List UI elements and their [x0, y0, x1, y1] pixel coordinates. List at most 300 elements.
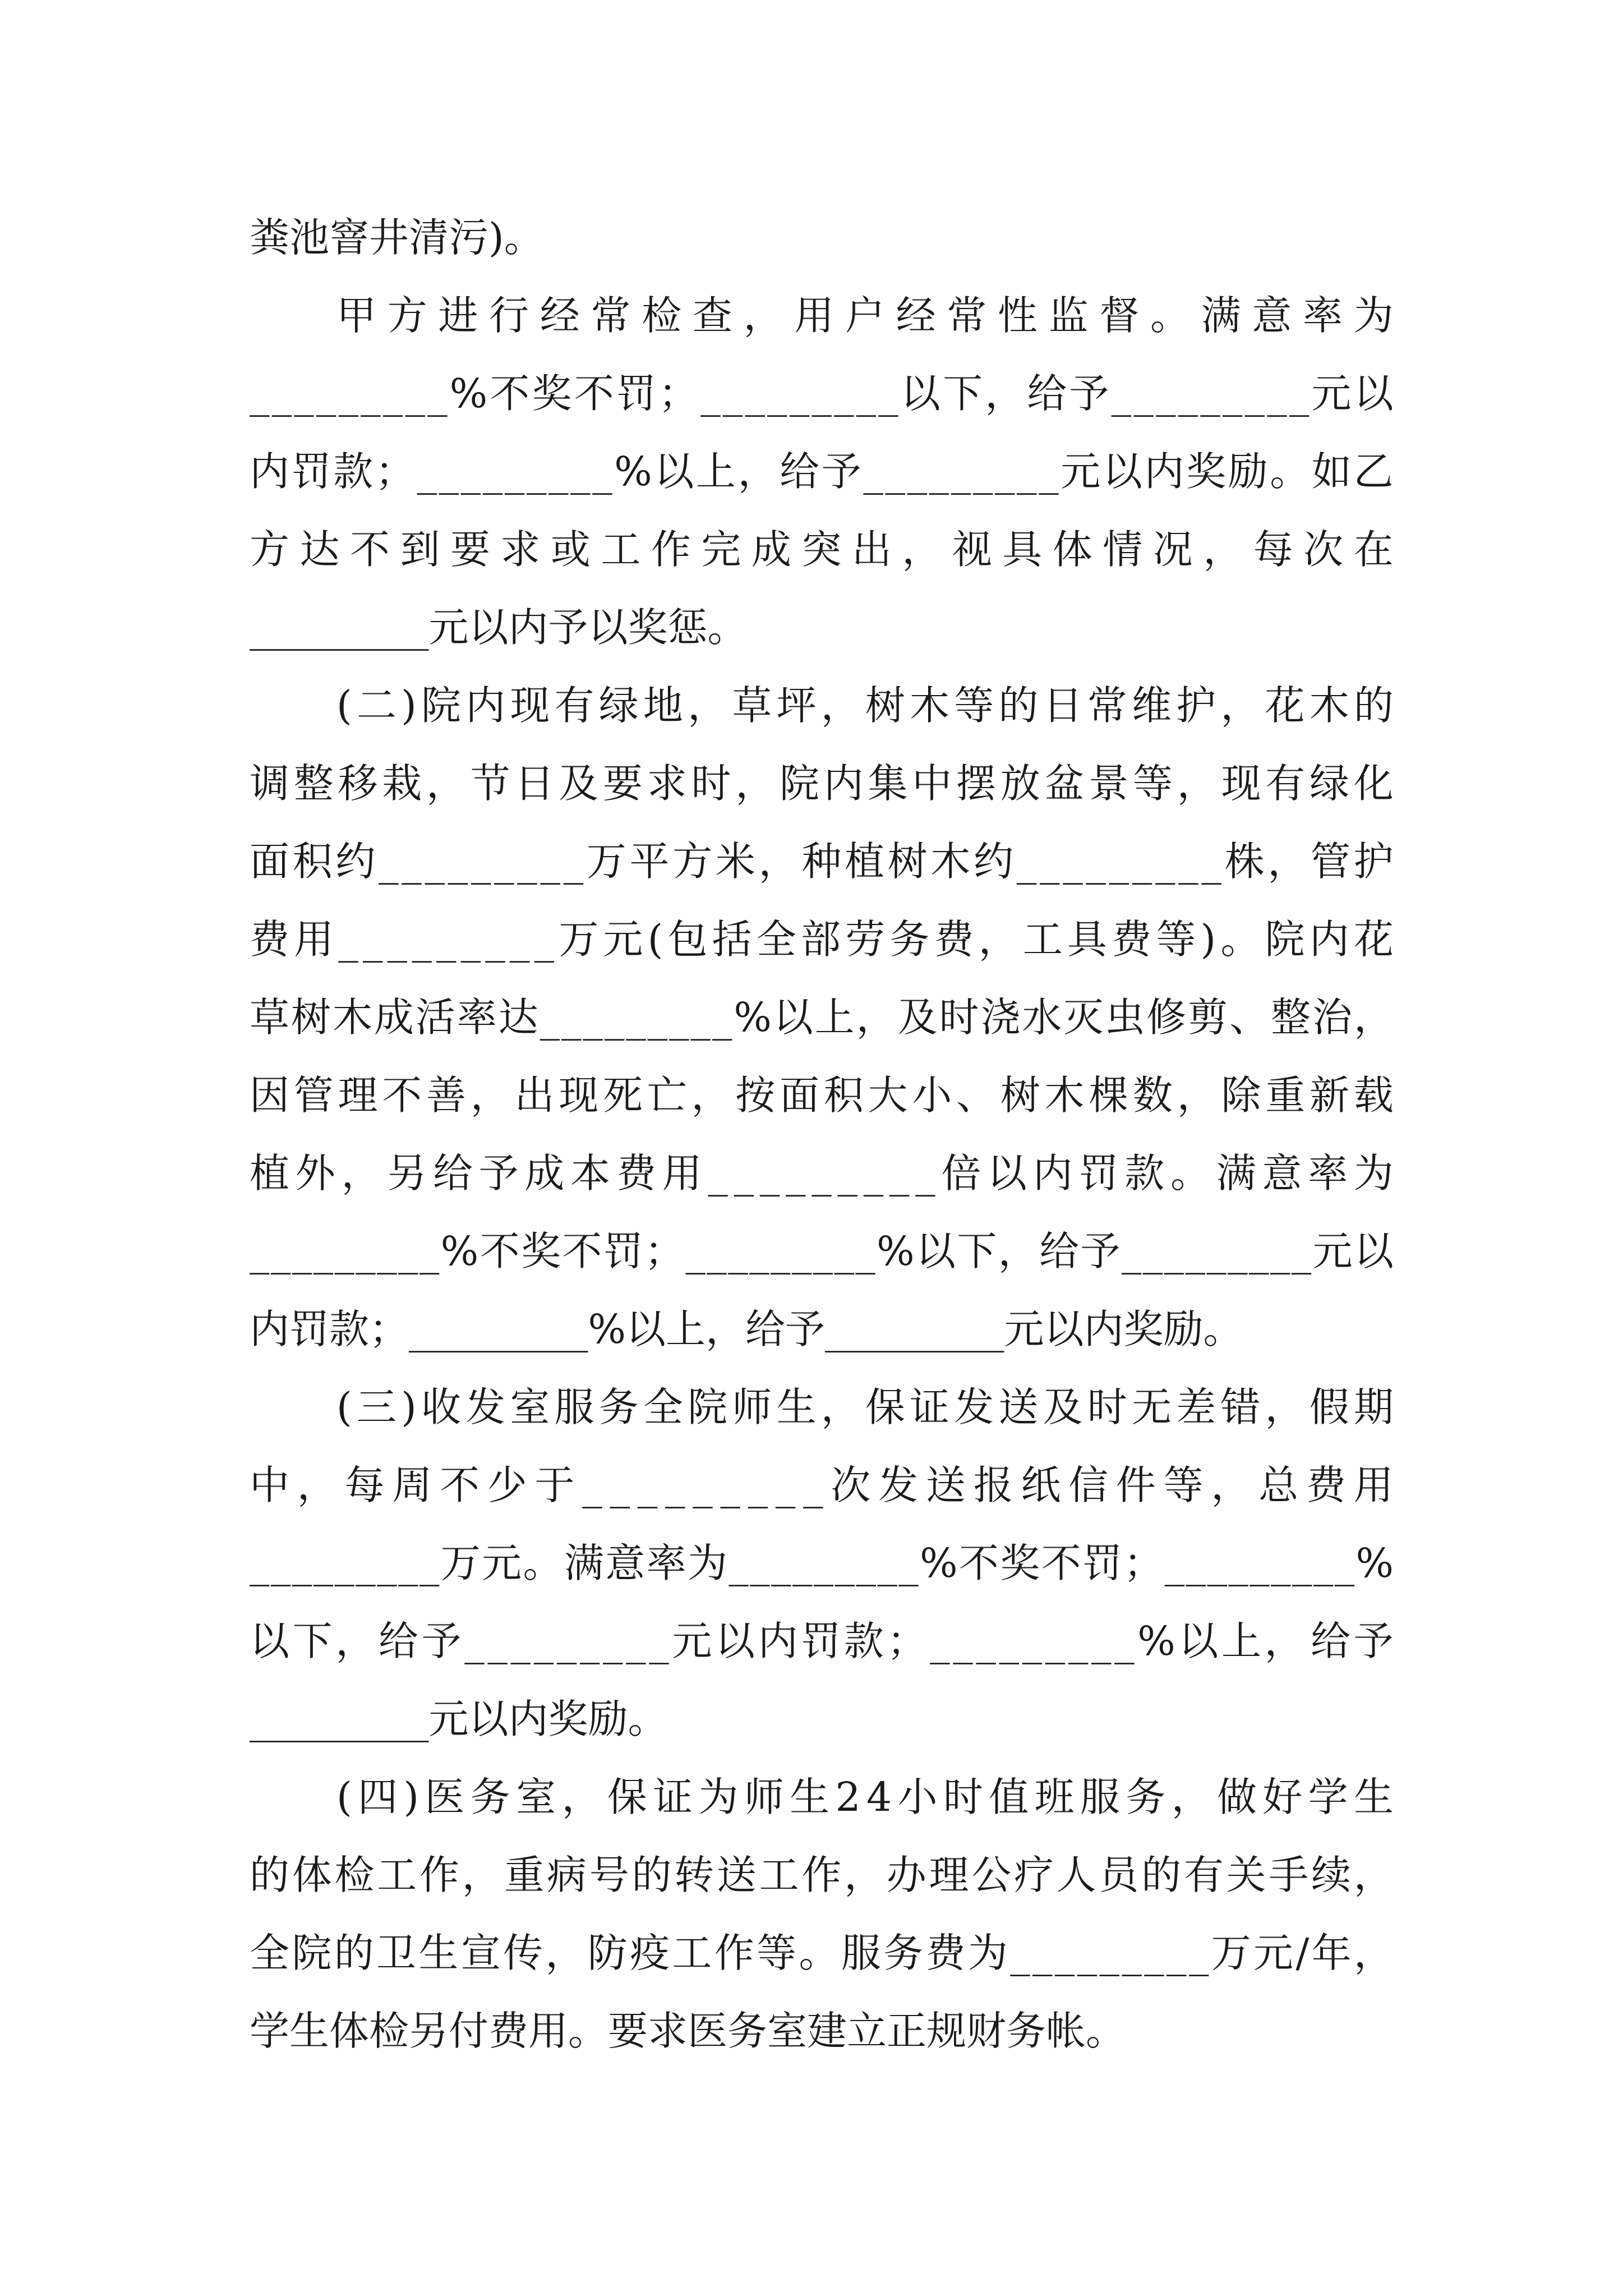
- glyph: 的: [250, 1852, 290, 1898]
- glyph: 整: [293, 760, 334, 807]
- glyph: 查: [692, 292, 732, 339]
- glyph: 师: [732, 1384, 772, 1430]
- glyph: 工: [377, 1852, 417, 1898]
- glyph: 或: [550, 526, 591, 573]
- glyph: _: [700, 370, 721, 417]
- glyph: 做: [1216, 1774, 1257, 1820]
- glyph: _: [1200, 370, 1220, 417]
- glyph: 总: [1258, 1462, 1299, 1508]
- glyph: 达: [299, 526, 340, 573]
- glyph: ): [403, 1774, 419, 1820]
- glyph: 不: [490, 370, 530, 417]
- glyph: 面: [780, 1072, 820, 1119]
- glyph: 情: [1103, 526, 1143, 573]
- glyph: _: [561, 994, 582, 1041]
- glyph: 常: [1087, 682, 1127, 729]
- glyph: 时: [691, 760, 731, 807]
- glyph: 年: [1311, 1930, 1352, 1976]
- glyph: 景: [1089, 760, 1129, 807]
- glyph: _: [951, 448, 971, 495]
- glyph: 上: [1221, 1618, 1262, 1664]
- glyph: 亡: [647, 1072, 687, 1119]
- glyph: _: [494, 838, 514, 885]
- glyph: _: [356, 1540, 376, 1586]
- glyph: 有: [554, 682, 594, 729]
- glyph: 作: [801, 1852, 842, 1898]
- glyph: 服: [841, 1930, 881, 1976]
- glyph: _: [504, 448, 525, 495]
- glyph: 无: [1131, 1384, 1172, 1430]
- glyph: 不: [562, 1228, 602, 1274]
- glyph: ，: [545, 1930, 585, 1976]
- glyph: 因: [250, 1072, 290, 1119]
- glyph: 纸: [1021, 1462, 1061, 1508]
- glyph: _: [271, 370, 292, 417]
- glyph: 米: [715, 838, 755, 885]
- glyph: _: [898, 1540, 919, 1586]
- glyph: ): [401, 682, 417, 729]
- glyph: 错: [1220, 1384, 1261, 1430]
- glyph: 积: [292, 838, 333, 885]
- glyph: 师: [744, 1774, 784, 1820]
- glyph: _: [665, 1462, 685, 1508]
- glyph: _: [647, 994, 668, 1041]
- glyph: 费: [616, 1150, 656, 1197]
- glyph: _: [813, 1228, 833, 1274]
- text-line: [250, 1686, 1394, 1753]
- line-text: 学生体检另付费用。要求医务室建立正规财务帐。: [250, 2008, 1126, 2054]
- line-text: _________元以内予以奖惩。: [250, 604, 748, 651]
- glyph: 重: [1265, 1072, 1306, 1119]
- glyph: _: [728, 1228, 748, 1274]
- glyph: _: [402, 838, 422, 885]
- glyph: 予: [1080, 1228, 1121, 1274]
- glyph: 次: [831, 1462, 871, 1508]
- glyph: _: [1077, 1930, 1098, 1976]
- glyph: 奖: [1000, 1540, 1040, 1586]
- glyph: 树: [291, 994, 331, 1041]
- glyph: 费: [934, 916, 974, 963]
- glyph: _: [534, 916, 555, 963]
- glyph: 关: [1226, 1852, 1266, 1898]
- glyph: _: [361, 370, 381, 417]
- glyph: 活: [415, 994, 455, 1041]
- glyph: 要: [450, 526, 490, 573]
- glyph: 内: [1309, 916, 1349, 963]
- glyph: 外: [295, 1150, 335, 1197]
- text-line: [250, 1452, 1394, 1519]
- glyph: _: [334, 1228, 354, 1274]
- glyph: 务: [1126, 1774, 1166, 1820]
- glyph: 件: [1115, 1462, 1156, 1508]
- glyph: _: [786, 1150, 806, 1197]
- glyph: _: [649, 1618, 669, 1664]
- glyph: 手: [1269, 1852, 1309, 1898]
- glyph: 性: [997, 292, 1038, 339]
- glyph: _: [436, 916, 457, 963]
- glyph: ，: [735, 760, 776, 807]
- glyph: 摆: [956, 760, 997, 807]
- glyph: _: [712, 994, 732, 1041]
- glyph: 全: [250, 1930, 290, 1976]
- glyph: 内: [758, 1618, 798, 1664]
- glyph: _: [707, 1228, 727, 1274]
- glyph: %: [614, 448, 652, 495]
- glyph: _: [419, 1540, 440, 1586]
- glyph: 虫: [1105, 994, 1145, 1041]
- glyph: 树: [865, 682, 905, 729]
- glyph: 户: [845, 292, 885, 339]
- glyph: _: [1111, 370, 1132, 417]
- glyph: 常: [947, 292, 987, 339]
- glyph: 以: [900, 370, 940, 417]
- glyph: 内: [1144, 448, 1184, 495]
- glyph: ，: [978, 916, 1018, 963]
- glyph: _: [1121, 1228, 1142, 1274]
- glyph: 不: [479, 1228, 520, 1274]
- glyph: ，: [856, 994, 896, 1041]
- glyph: 万: [586, 838, 626, 885]
- glyph: 成: [374, 994, 414, 1041]
- glyph: _: [570, 448, 591, 495]
- glyph: _: [250, 370, 270, 417]
- glyph: 2: [835, 1774, 861, 1820]
- glyph: 达: [498, 994, 538, 1041]
- glyph: _: [405, 370, 425, 417]
- glyph: 率: [1308, 1150, 1348, 1197]
- glyph: _: [863, 1150, 884, 1197]
- glyph: 元: [1061, 448, 1101, 495]
- glyph: 部: [800, 916, 841, 963]
- glyph: ，: [426, 760, 467, 807]
- glyph: _: [834, 370, 854, 417]
- glyph: _: [1164, 1228, 1184, 1274]
- glyph: 下: [943, 370, 983, 417]
- glyph: 行: [489, 292, 529, 339]
- glyph: _: [1166, 1930, 1187, 1976]
- glyph: 员: [1099, 1852, 1139, 1898]
- glyph: 保: [865, 1384, 905, 1430]
- glyph: 植: [250, 1150, 290, 1197]
- glyph: _: [398, 1228, 418, 1274]
- glyph: 元: [1253, 1930, 1293, 1976]
- glyph: 费: [250, 916, 290, 963]
- glyph: _: [517, 838, 537, 885]
- text-line: [250, 984, 1394, 1051]
- glyph: 率: [646, 1540, 686, 1586]
- glyph: 中: [912, 760, 952, 807]
- glyph: _: [582, 1462, 602, 1508]
- glyph: _: [270, 1540, 291, 1586]
- glyph: 院: [688, 1384, 728, 1430]
- glyph: _: [759, 1150, 780, 1197]
- glyph: _: [856, 370, 877, 417]
- glyph: 管: [1310, 838, 1350, 885]
- glyph: _: [1099, 1930, 1119, 1976]
- glyph: ，: [1353, 1930, 1394, 1976]
- glyph: 检: [334, 1852, 375, 1898]
- glyph: %: [1137, 1618, 1175, 1664]
- glyph: 治: [1312, 994, 1352, 1041]
- glyph: ，: [820, 1384, 861, 1430]
- glyph: 体: [1052, 526, 1092, 573]
- glyph: _: [425, 838, 445, 885]
- glyph: 以: [250, 1618, 290, 1664]
- glyph: _: [387, 916, 408, 963]
- glyph: _: [690, 994, 711, 1041]
- glyph: 用: [662, 1150, 702, 1197]
- text-line: [336, 1374, 1394, 1441]
- glyph: 大: [868, 1072, 908, 1119]
- glyph: _: [540, 994, 560, 1041]
- glyph: _: [427, 370, 448, 417]
- glyph: 三: [356, 1384, 396, 1430]
- glyph: ，: [820, 682, 861, 729]
- glyph: 作: [419, 1852, 459, 1898]
- glyph: 班: [1034, 1774, 1075, 1820]
- glyph: 罚: [616, 370, 656, 417]
- text-line: [250, 750, 1394, 817]
- glyph: 学: [1308, 1774, 1348, 1820]
- glyph: (: [336, 1774, 352, 1820]
- glyph: 水: [1022, 994, 1062, 1041]
- glyph: 花: [1353, 916, 1394, 963]
- glyph: ，: [688, 682, 728, 729]
- glyph: _: [811, 370, 832, 417]
- glyph: 及: [897, 994, 938, 1041]
- glyph: 院: [780, 760, 820, 807]
- glyph: 灭: [1063, 994, 1104, 1041]
- glyph: _: [526, 448, 547, 495]
- glyph: _: [1222, 370, 1243, 417]
- glyph: 本: [570, 1150, 611, 1197]
- glyph: 万: [440, 1540, 481, 1586]
- glyph: ，: [1220, 682, 1261, 729]
- glyph: 务: [598, 1384, 639, 1430]
- glyph: ，: [844, 1852, 884, 1898]
- glyph: 死: [603, 1072, 643, 1119]
- glyph: 包: [667, 916, 708, 963]
- glyph: _: [509, 916, 530, 963]
- glyph: 号: [589, 1852, 629, 1898]
- glyph: 出: [514, 1072, 555, 1119]
- glyph: 不: [440, 1462, 480, 1508]
- glyph: _: [1054, 1930, 1075, 1976]
- glyph: 假: [1309, 1384, 1349, 1430]
- glyph: 平: [629, 838, 670, 885]
- glyph: ；: [887, 1618, 927, 1664]
- glyph: 二: [356, 682, 396, 729]
- glyph: _: [637, 1462, 658, 1508]
- glyph: 元: [1311, 370, 1352, 417]
- glyph: _: [976, 1618, 996, 1664]
- glyph: _: [313, 1540, 334, 1586]
- glyph: ，: [1353, 1852, 1394, 1898]
- glyph: 工: [1022, 916, 1063, 963]
- glyph: _: [1122, 1930, 1142, 1976]
- glyph: 坪: [776, 682, 817, 729]
- glyph: 给: [378, 1618, 418, 1664]
- glyph: 以: [1353, 1228, 1394, 1274]
- glyph: 小: [897, 1774, 938, 1820]
- glyph: 出: [851, 526, 892, 573]
- glyph: _: [877, 1540, 897, 1586]
- glyph: _: [398, 1540, 418, 1586]
- glyph: 全: [756, 916, 796, 963]
- glyph: 元: [1312, 1228, 1353, 1274]
- glyph: ，: [902, 526, 942, 573]
- glyph: 4: [866, 1774, 892, 1820]
- glyph: 等: [1163, 1462, 1204, 1508]
- glyph: _: [563, 838, 584, 885]
- glyph: 为: [698, 1774, 739, 1820]
- glyph: 理: [929, 1852, 969, 1898]
- glyph: _: [1188, 1930, 1209, 1976]
- glyph: _: [1155, 370, 1176, 417]
- glyph: 用: [1353, 1462, 1394, 1508]
- glyph: 人: [1056, 1852, 1096, 1898]
- glyph: 发: [465, 1384, 506, 1430]
- glyph: 的: [334, 1930, 374, 1976]
- glyph: 率: [1303, 292, 1343, 339]
- text-line: [250, 1140, 1394, 1207]
- text-line: [250, 360, 1394, 427]
- glyph: %: [920, 1540, 958, 1586]
- glyph: ，: [743, 292, 783, 339]
- glyph: 以: [916, 1228, 956, 1274]
- glyph: 以: [714, 1618, 755, 1664]
- glyph: 收: [421, 1384, 461, 1430]
- glyph: _: [1032, 1930, 1053, 1976]
- glyph: 罚: [603, 1228, 643, 1274]
- glyph: _: [734, 1150, 754, 1197]
- glyph: 费: [1112, 916, 1152, 963]
- glyph: _: [1010, 1930, 1030, 1976]
- text-line: [250, 1842, 1394, 1909]
- glyph: 草: [732, 682, 772, 729]
- glyph: _: [1164, 1540, 1185, 1586]
- glyph: ，: [1177, 1072, 1217, 1119]
- glyph: _: [1068, 1618, 1089, 1664]
- glyph: 维: [1131, 682, 1172, 729]
- glyph: _: [1249, 1228, 1269, 1274]
- glyph: _: [1267, 370, 1287, 417]
- glyph: 卫: [376, 1930, 417, 1976]
- line-text: 内罚款；_________%以上，给予_________元以内奖励。: [250, 1306, 1243, 1352]
- glyph: 日: [514, 760, 555, 807]
- glyph: 视: [952, 526, 992, 573]
- glyph: _: [270, 1228, 291, 1274]
- glyph: 现: [1221, 760, 1261, 807]
- glyph: ；: [1123, 1540, 1164, 1586]
- glyph: _: [250, 1540, 270, 1586]
- glyph: 院: [421, 682, 461, 729]
- glyph: 予: [478, 1150, 519, 1197]
- glyph: 、: [1229, 994, 1270, 1041]
- glyph: 罚: [1078, 1150, 1119, 1197]
- glyph: 进: [438, 292, 478, 339]
- glyph: _: [775, 1462, 796, 1508]
- glyph: ，: [561, 1774, 602, 1820]
- glyph: _: [767, 370, 787, 417]
- glyph: 放: [1000, 760, 1040, 807]
- glyph: _: [1142, 1228, 1163, 1274]
- glyph: 以: [987, 1150, 1027, 1197]
- glyph: 时: [939, 994, 979, 1041]
- glyph: 每: [344, 1462, 385, 1508]
- glyph: 具: [1067, 916, 1108, 963]
- glyph: 期: [1353, 1384, 1394, 1430]
- glyph: 不: [574, 370, 614, 417]
- glyph: 植: [845, 838, 885, 885]
- glyph: 况: [1152, 526, 1193, 573]
- glyph: ，: [470, 1072, 510, 1119]
- glyph: _: [439, 448, 459, 495]
- glyph: 有: [1183, 1852, 1224, 1898]
- glyph: _: [770, 1228, 791, 1274]
- glyph: _: [313, 1228, 334, 1274]
- glyph: (: [336, 1384, 352, 1430]
- glyph: _: [813, 1540, 834, 1586]
- glyph: 予: [1069, 370, 1109, 417]
- glyph: 为: [967, 1930, 1008, 1976]
- glyph: 数: [1133, 1072, 1173, 1119]
- glyph: ，: [341, 1150, 381, 1197]
- glyph: _: [579, 1618, 600, 1664]
- glyph: 检: [642, 292, 682, 339]
- glyph: 督: [1099, 292, 1140, 339]
- glyph: 证: [910, 1384, 950, 1430]
- glyph: 罚: [801, 1618, 841, 1664]
- glyph: ，: [1171, 1774, 1211, 1820]
- text-line: [250, 204, 1394, 272]
- glyph: 工: [759, 1852, 799, 1898]
- glyph: 如: [1311, 448, 1352, 495]
- glyph: _: [1244, 370, 1265, 417]
- glyph: 每: [1253, 526, 1293, 573]
- glyph: _: [1292, 1540, 1312, 1586]
- glyph: _: [1185, 1228, 1205, 1274]
- glyph: 生: [790, 1774, 830, 1820]
- glyph: _: [856, 1540, 877, 1586]
- glyph: 面: [250, 838, 290, 885]
- glyph: 款: [843, 1618, 884, 1664]
- glyph: 花: [1265, 682, 1305, 729]
- glyph: 奖: [532, 370, 572, 417]
- glyph: 室: [516, 1774, 556, 1820]
- glyph: 突: [801, 526, 842, 573]
- glyph: _: [728, 1540, 749, 1586]
- glyph: _: [1022, 1618, 1043, 1664]
- glyph: 奖: [1186, 448, 1227, 495]
- text-line: [336, 282, 1394, 349]
- glyph: %: [449, 370, 488, 417]
- glyph: _: [610, 1462, 630, 1508]
- glyph: 木: [910, 682, 950, 729]
- glyph: 有: [1265, 760, 1306, 807]
- glyph: ，: [1265, 1384, 1305, 1430]
- glyph: 于: [534, 1462, 575, 1508]
- glyph: 不: [349, 526, 390, 573]
- glyph: _: [1109, 838, 1129, 885]
- text-line: [250, 516, 1394, 583]
- glyph: _: [811, 1150, 832, 1197]
- glyph: 栽: [382, 760, 422, 807]
- glyph: 剪: [1188, 994, 1228, 1041]
- text-line: [250, 1920, 1394, 1987]
- glyph: 经: [540, 292, 580, 339]
- glyph: _: [834, 1228, 854, 1274]
